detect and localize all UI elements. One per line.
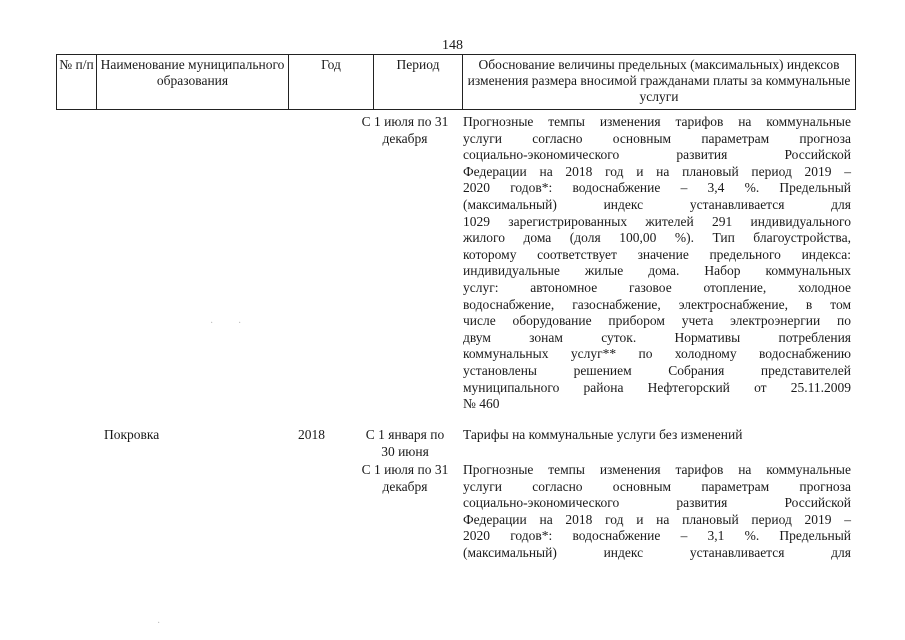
header-municipality-name: Наименование муниципального образования: [97, 55, 289, 109]
row-justification: [463, 462, 851, 562]
row-municipality-name: Покровка: [104, 427, 160, 442]
justification-line: водоснабжение, газоснабжение, электроснабжение, в том: [463, 296, 851, 312]
justification-line: социально-экономического развития Российской: [463, 147, 851, 163]
justification-line: 2020 годов*: водоснабжение – 3,4 %. Предельный: [463, 180, 851, 196]
justification-line: 1029 зарегистрированных жителей 291 индивидуального: [463, 213, 851, 229]
row-justification: [463, 427, 851, 444]
justification-line: Тарифы на коммунальные услуги без изменений: [463, 427, 743, 442]
justification-line: установлены решением Собрания представителей: [463, 362, 851, 378]
justification-line: Федерации на 2018 год и на плановый период 2019 –: [463, 163, 851, 179]
header-period: Период: [374, 55, 463, 109]
justification-line: числе оборудование прибором учета электроэнергии по: [463, 313, 851, 329]
row-year: 2018: [298, 427, 325, 442]
scan-speck: ·: [210, 318, 214, 329]
justification-line: Прогнозные темпы изменения тарифов на коммунальные: [463, 114, 851, 129]
row-justification: [463, 114, 851, 413]
table-header: [56, 54, 856, 110]
justification-line: муниципального района Нефтегорский от 25.11.2009: [463, 379, 851, 395]
scan-speck: ·: [157, 618, 161, 629]
justification-line: двум зонам суток. Нормативы потребления: [463, 329, 851, 345]
header-year: Год: [289, 55, 374, 109]
justification-line: жилого дома (доля 100,00 %). Тип благоустройства,: [463, 230, 851, 246]
scan-speck: ·: [238, 318, 242, 329]
header-justification: Обоснование величины предельных (максимальных) индексов изменения размера вносимой гражданами платы за коммунальные услуги: [467, 57, 851, 104]
justification-line: (максимальный) индекс устанавливается для: [463, 544, 851, 560]
justification-line: услуги согласно основным параметрам прогноза: [463, 130, 851, 146]
justification-line: № 460: [463, 396, 500, 412]
justification-line: социально-экономического развития Российской: [463, 495, 851, 511]
row-period: С 1 июля по 31 декабря: [361, 114, 449, 146]
justification-line: услуги согласно основным параметрам прогноза: [463, 478, 851, 494]
page-number: 148: [442, 38, 463, 53]
justification-line: индивидуальные жилые дома. Набор коммунальных: [463, 263, 851, 279]
justification-line: которому соответствует значение предельного индекса:: [463, 246, 851, 262]
justification-line: коммунальных услуг** по холодному водоснабжению: [463, 346, 851, 362]
justification-line: 2020 годов*: водоснабжение – 3,1 %. Предельный: [463, 528, 851, 544]
row-period: С 1 июля по 31 декабря: [361, 462, 449, 494]
justification-line: Прогнозные темпы изменения тарифов на коммунальные: [463, 462, 851, 477]
row-period: С 1 января по 30 июня: [365, 427, 445, 459]
justification-line: услуг: автономное газовое отопление, холодное: [463, 279, 851, 295]
header-number: № п/п: [57, 55, 97, 109]
justification-line: (максимальный) индекс устанавливается для: [463, 196, 851, 212]
justification-line: Федерации на 2018 год и на плановый период 2019 –: [463, 511, 851, 527]
